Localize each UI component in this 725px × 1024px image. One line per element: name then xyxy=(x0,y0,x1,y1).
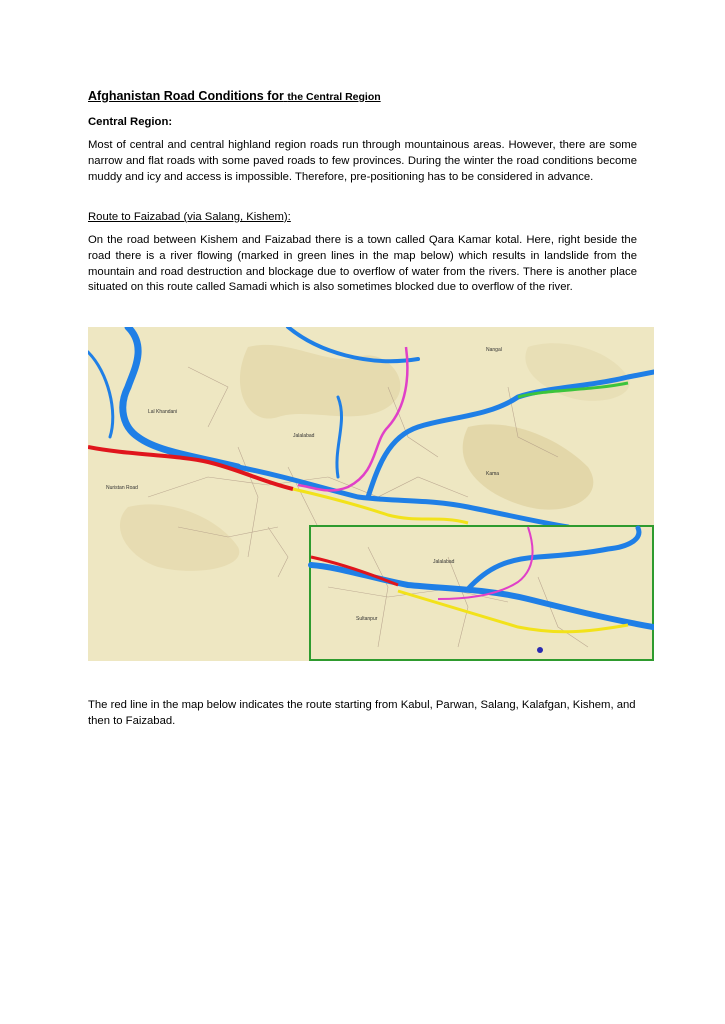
route-map xyxy=(88,327,654,661)
map-label-kama: Kama xyxy=(486,471,500,477)
map-label-nangal: Nangal xyxy=(486,347,502,353)
inset-map xyxy=(310,526,653,660)
inset-label-jalalabad: Jalalabad xyxy=(433,559,455,565)
title-sub: the Central Region xyxy=(287,91,381,103)
inset-label-sultanpur: Sultanpur xyxy=(356,616,378,622)
closing-paragraph: The red line in the map below indicates the route starting from Kabul, Parwan, Salang, Kalafgan, Kishem, and then to Faizabad. xyxy=(88,699,636,727)
route-heading: Route to Faizabad (via Salang, Kishem): xyxy=(88,211,291,223)
title-main: Afghanistan Road Conditions for xyxy=(88,89,284,103)
map-label-nuristan-road: Nuristan Road xyxy=(106,485,138,491)
section-heading: Central Region: xyxy=(88,116,173,128)
inset-marker xyxy=(537,647,543,653)
document-title xyxy=(88,89,381,103)
map-label-jalalabad: Jalalabad xyxy=(293,433,315,439)
route-paragraph: On the road between Kishem and Faizabad there is a town called Qara Kamar kotal. Here, right beside the road there is a river flowing (marked in green lines in the map below) which results in landslide from the mountain and road destruction and blockage due to overflow of water from the rivers. There is another place situated on this route called Samadi which is also sometimes blocked due to overflow of the river. xyxy=(88,234,637,294)
map-label-lal-khandani: Lal Khandani xyxy=(148,409,178,415)
intro-paragraph: Most of central and central highland region roads run through mountainous areas. However, there are some narrow and flat roads with some paved roads to few provinces. During the winter the road conditions become muddy and icy and access is impossible. Therefore, pre-positioning has to be considered in advance. xyxy=(88,139,637,183)
